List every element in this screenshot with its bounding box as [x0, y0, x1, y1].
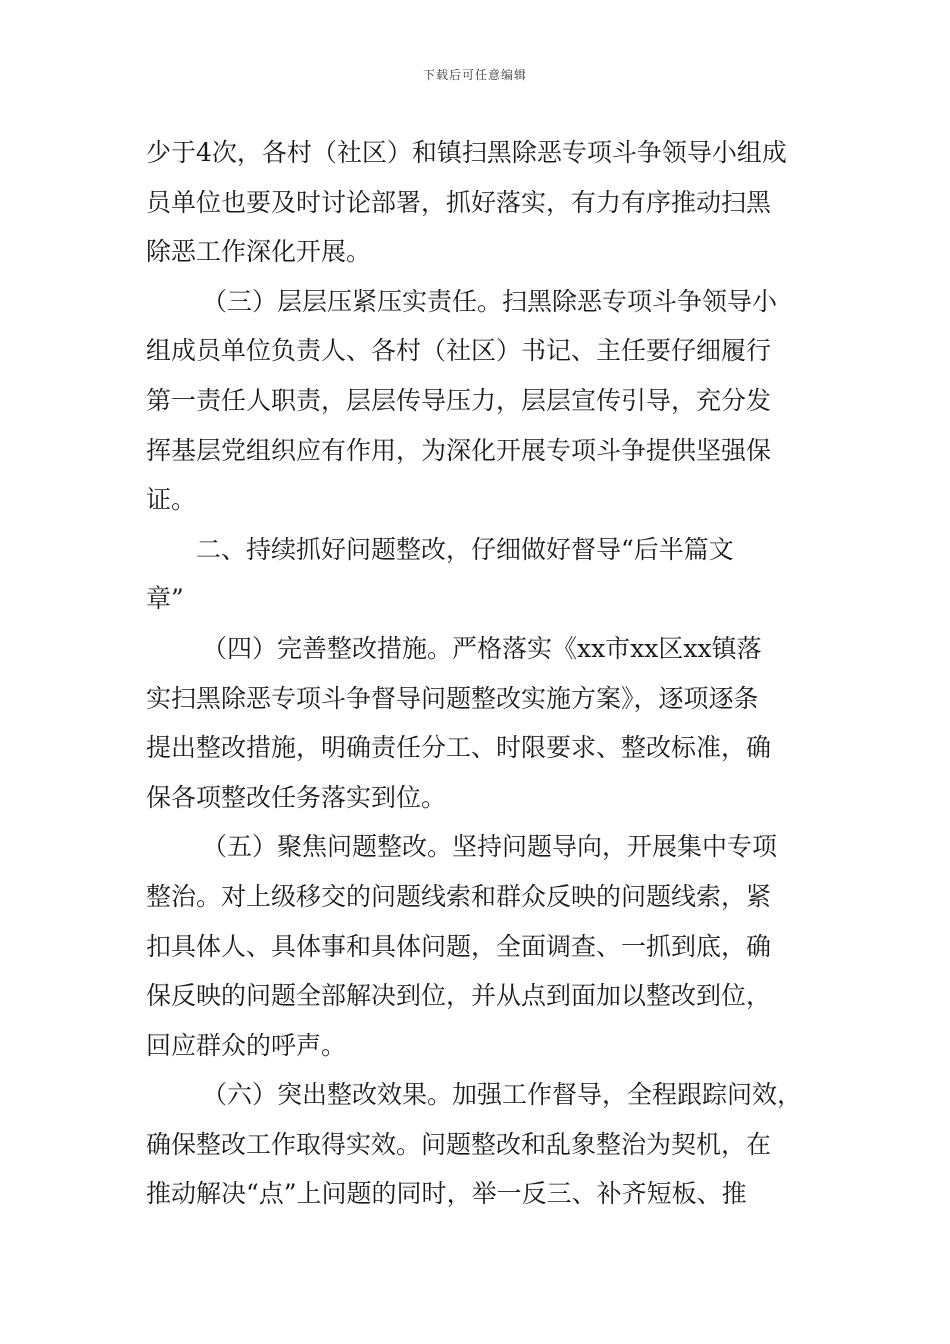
section-heading-line: （三）层层压紧压实责任。扫黑除恶专项斗争领导小 [202, 286, 778, 316]
page-header: 下载后可任意编辑 [422, 68, 527, 82]
text-line: 挥基层党组织应有作用，为深化开展专项斗争提供坚强保 [146, 435, 772, 465]
text-line: 提出整改措施，明确责任分工、时限要求、整改标准，确 [146, 733, 772, 763]
section-heading-line: （六）突出整改效果。加强工作督导，全程跟踪问效， [202, 1080, 803, 1110]
text-line: 推动解决“点”上问题的同时，举一反三、补齐短板、推 [146, 1179, 747, 1209]
text-line: 第一责任人职责，层层传导压力，层层宣传引导，充分发 [146, 385, 772, 415]
section-heading-line: （四）完善整改措施。严格落实《xx市xx区xx镇落 [202, 633, 762, 663]
text-line: 确保整改工作取得实效。问题整改和乱象整治为契机，在 [146, 1129, 772, 1159]
text-line: 证。 [146, 485, 197, 515]
text-line: 实扫黑除恶专项斗争督导问题整改实施方案》，逐项逐条 [146, 683, 759, 713]
text-line: 组成员单位负责人、各村（社区）书记、主任要仔细履行 [146, 336, 772, 366]
document-body [146, 128, 818, 1219]
text-line: 章” [146, 584, 184, 614]
chapter-heading-line: 二、持续抓好问题整改，仔细做好督导“后半篇文 [196, 534, 734, 564]
text-line: 回应群众的呼声。 [146, 1030, 347, 1060]
text-line: 整治。对上级移交的问题线索和群众反映的问题线索，紧 [146, 881, 772, 911]
text-line: 少于4次，各村（社区）和镇扫黑除恶专项斗争领导小组成 [146, 138, 787, 167]
text-line: 保各项整改任务落实到位。 [146, 782, 447, 812]
text-line: 除恶工作深化开展。 [146, 237, 372, 267]
text-line: 员单位也要及时讨论部署，抓好落实，有力有序推动扫黑 [146, 187, 772, 217]
text-line: 保反映的问题全部解决到位，并从点到面加以整改到位， [146, 981, 772, 1011]
text-line: 扣具体人、具体事和具体问题，全面调查、一抓到底，确 [146, 931, 772, 961]
section-heading-line: （五）聚焦问题整改。坚持问题导向，开展集中专项 [202, 832, 778, 862]
